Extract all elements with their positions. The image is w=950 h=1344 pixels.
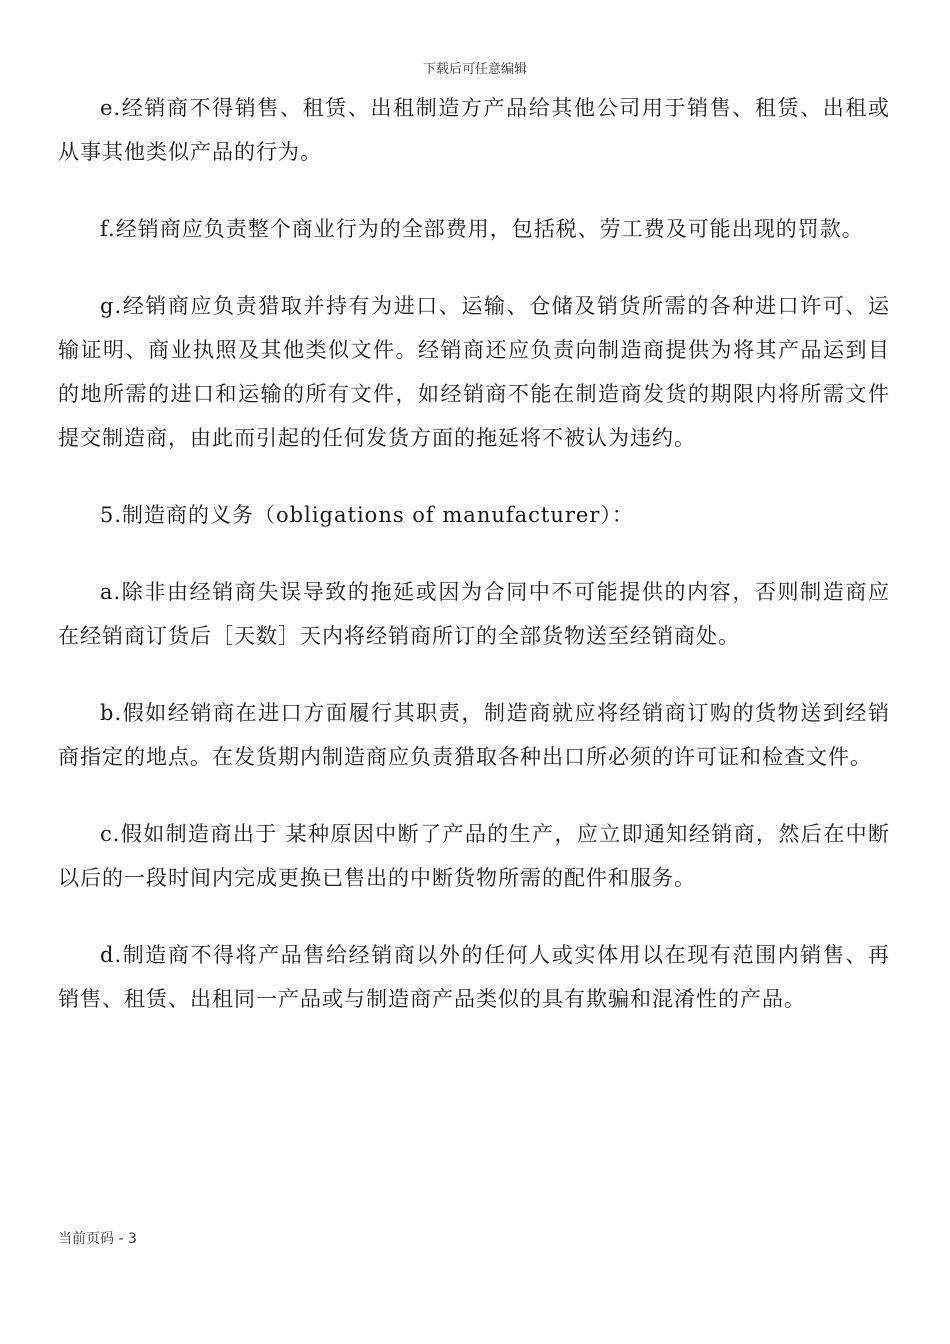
paragraph-g: g.经销商应负责猎取并持有为进口、运输、仓储及销货所需的各种进口许可、运输证明、商业执照及其他类似文件。经销商还应负责向制造商提供为将其产品运到目的地所需的进口和运输的所有文件，如经销商不能在制造商发货的期限内将所需文件提交制造商，由此而引起的任何发货方面的拖延将不被认为违约。 [58, 294, 890, 450]
paragraph-c: c.假如制造商出于 某种原因中断了产品的生产，应立即通知经销商，然后在中断以后的一段时间内完成更换已售出的中断货物所需的配件和服务。 [58, 822, 890, 890]
paragraph-d: d.制造商不得将产品售给经销商以外的任何人或实体用以在现有范围内销售、再销售、租赁、出租同一产品或与制造商产品类似的具有欺骗和混淆性的产品。 [58, 943, 890, 1011]
section-heading-manufacturer-obligations: 5.制造商的义务（obligations of manufacturer）： [100, 503, 634, 527]
paragraph-a: a.除非由经销商失误导致的拖延或因为合同中不可能提供的内容，否则制造商应在经销商订货后［天数］天内将经销商所订的全部货物送至经销商处。 [58, 580, 890, 648]
paragraph-b: b.假如经销商在进口方面履行其职责，制造商就应将经销商订购的货物送到经销商指定的地点。在发货期内制造商应负责猎取各种出口所必须的许可证和检查文件。 [58, 701, 890, 769]
page-header: 下载后可任意编辑 [422, 62, 527, 77]
page-number: 当前页码 - 3 [58, 1231, 137, 1247]
paragraph-e: e.经销商不得销售、租赁、出租制造方产品给其他公司用于销售、租赁、出租或从事其他类似产品的行为。 [58, 96, 890, 164]
document-body [58, 86, 890, 1054]
paragraph-f: f.经销商应负责整个商业行为的全部费用，包括税、劳工费及可能出现的罚款。 [100, 217, 864, 241]
